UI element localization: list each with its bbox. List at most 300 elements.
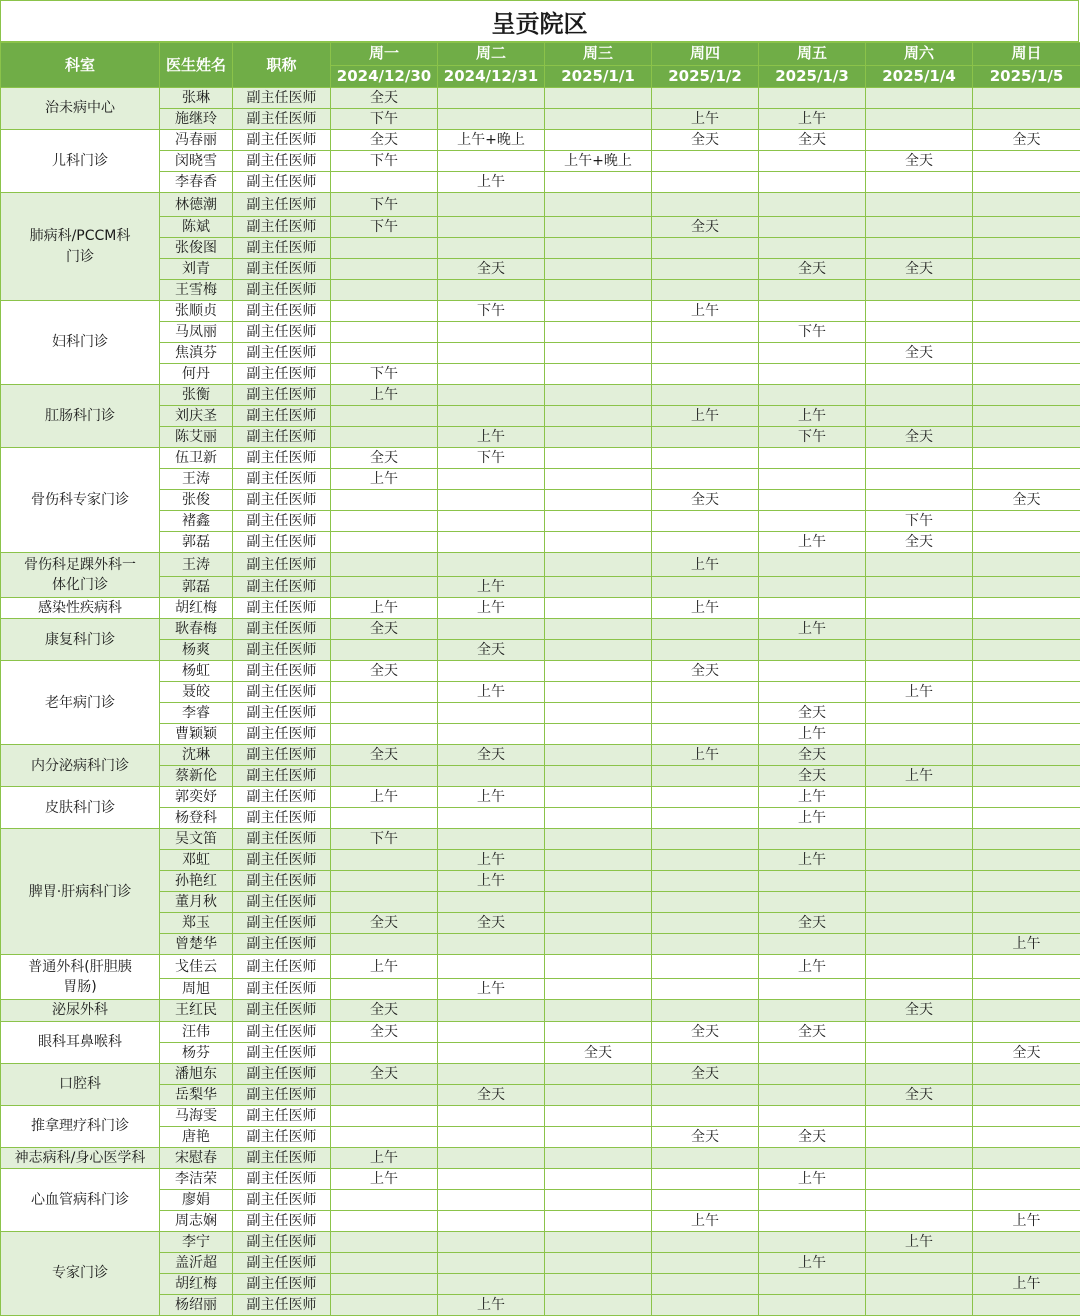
header-date: 2025/1/5 [973, 65, 1080, 88]
schedule-slot-cell: 上午 [438, 979, 545, 1000]
schedule-slot-cell [866, 193, 973, 217]
schedule-slot-cell [866, 301, 973, 322]
schedule-slot-cell: 上午 [973, 1273, 1080, 1294]
schedule-slot-cell: 全天 [331, 448, 438, 469]
doctor-rank-cell: 副主任医师 [233, 511, 331, 532]
schedule-slot-cell: 上午+晚上 [438, 130, 545, 151]
schedule-slot-cell: 上午 [331, 385, 438, 406]
schedule-slot-cell [438, 217, 545, 238]
schedule-slot-cell [438, 703, 545, 724]
table-row [1, 217, 1080, 238]
schedule-slot-cell [438, 322, 545, 343]
schedule-slot-cell [331, 1105, 438, 1126]
schedule-slot-cell [438, 1168, 545, 1189]
doctor-name-cell: 廖娟 [160, 1189, 233, 1210]
schedule-slot-cell [545, 1189, 652, 1210]
schedule-slot-cell: 全天 [759, 130, 866, 151]
schedule-slot-cell [545, 427, 652, 448]
schedule-slot-cell [759, 892, 866, 913]
schedule-slot-cell [438, 406, 545, 427]
schedule-slot-cell [973, 1168, 1080, 1189]
table-row [1, 469, 1080, 490]
doctor-name-cell: 杨登科 [160, 808, 233, 829]
table-row [1, 598, 1080, 619]
schedule-slot-cell [331, 1252, 438, 1273]
schedule-slot-cell [331, 511, 438, 532]
schedule-slot-cell [331, 850, 438, 871]
schedule-slot-cell [866, 913, 973, 934]
schedule-slot-cell: 上午 [438, 787, 545, 808]
department-cell: 儿科门诊 [1, 130, 160, 193]
department-cell: 泌尿外科 [1, 1000, 160, 1021]
schedule-slot-cell [866, 724, 973, 745]
schedule-slot-cell: 全天 [652, 130, 759, 151]
doctor-name-cell: 汪伟 [160, 1021, 233, 1042]
schedule-slot-cell [652, 427, 759, 448]
schedule-slot-cell [866, 703, 973, 724]
schedule-slot-cell: 全天 [331, 661, 438, 682]
schedule-slot-cell [866, 892, 973, 913]
schedule-slot-cell [652, 829, 759, 850]
schedule-slot-cell: 上午 [759, 406, 866, 427]
table-row [1, 1294, 1080, 1315]
schedule-slot-cell [545, 553, 652, 577]
department-cell: 骨伤科足踝外科一体化门诊 [1, 553, 160, 598]
schedule-slot-cell [652, 343, 759, 364]
doctor-name-cell: 王涛 [160, 469, 233, 490]
table-row [1, 88, 1080, 109]
table-row [1, 385, 1080, 406]
schedule-slot-cell: 上午 [331, 598, 438, 619]
doctor-rank-cell: 副主任医师 [233, 850, 331, 871]
schedule-slot-cell [866, 1063, 973, 1084]
department-cell: 口腔科 [1, 1063, 160, 1105]
doctor-rank-cell: 副主任医师 [233, 1063, 331, 1084]
schedule-slot-cell [973, 1231, 1080, 1252]
doctor-name-cell: 张顺贞 [160, 301, 233, 322]
table-row [1, 955, 1080, 979]
schedule-slot-cell [545, 238, 652, 259]
schedule-slot-cell [545, 343, 652, 364]
schedule-slot-cell [759, 1273, 866, 1294]
department-cell: 神志病科/身心医学科 [1, 1147, 160, 1168]
schedule-slot-cell [759, 1147, 866, 1168]
table-row [1, 511, 1080, 532]
department-cell: 肺病科/PCCM科门诊 [1, 193, 160, 301]
schedule-slot-cell [973, 109, 1080, 130]
schedule-slot-cell [973, 1189, 1080, 1210]
schedule-slot-cell [759, 217, 866, 238]
table-row [1, 259, 1080, 280]
schedule-slot-cell [973, 532, 1080, 553]
doctor-rank-cell: 副主任医师 [233, 490, 331, 511]
schedule-slot-cell [438, 1189, 545, 1210]
schedule-slot-cell [545, 934, 652, 955]
doctor-rank-cell: 副主任医师 [233, 469, 331, 490]
schedule-slot-cell [545, 661, 652, 682]
department-cell: 感染性疾病科 [1, 598, 160, 619]
doctor-name-cell: 沈琳 [160, 745, 233, 766]
doctor-rank-cell: 副主任医师 [233, 787, 331, 808]
schedule-slot-cell [652, 703, 759, 724]
schedule-slot-cell: 全天 [331, 745, 438, 766]
schedule-slot-cell: 全天 [973, 130, 1080, 151]
header-dept: 科室 [1, 43, 160, 88]
schedule-slot-cell [759, 598, 866, 619]
schedule-slot-cell: 上午 [759, 850, 866, 871]
schedule-slot-cell [545, 301, 652, 322]
schedule-slot-cell [866, 1252, 973, 1273]
schedule-slot-cell [438, 193, 545, 217]
doctor-name-cell: 褚鑫 [160, 511, 233, 532]
schedule-slot-cell [652, 682, 759, 703]
schedule-slot-cell [331, 1126, 438, 1147]
doctor-name-cell: 郭磊 [160, 577, 233, 598]
schedule-slot-cell [438, 343, 545, 364]
doctor-name-cell: 王雪梅 [160, 280, 233, 301]
schedule-slot-cell [438, 1000, 545, 1021]
schedule-slot-cell: 全天 [866, 427, 973, 448]
schedule-slot-cell [759, 1231, 866, 1252]
department-cell: 专家门诊 [1, 1231, 160, 1315]
doctor-name-cell: 宋慰春 [160, 1147, 233, 1168]
schedule-slot-cell [759, 1000, 866, 1021]
doctor-name-cell: 戈佳云 [160, 955, 233, 979]
schedule-slot-cell [866, 1126, 973, 1147]
doctor-name-cell: 岳梨华 [160, 1084, 233, 1105]
schedule-slot-cell [759, 829, 866, 850]
department-cell: 老年病门诊 [1, 661, 160, 745]
table-row [1, 490, 1080, 511]
schedule-slot-cell: 上午 [759, 109, 866, 130]
schedule-slot-cell [973, 151, 1080, 172]
schedule-slot-cell [973, 979, 1080, 1000]
schedule-slot-cell [652, 1252, 759, 1273]
doctor-name-cell: 杨爽 [160, 640, 233, 661]
schedule-slot-cell [331, 1210, 438, 1231]
doctor-name-cell: 唐艳 [160, 1126, 233, 1147]
schedule-slot-cell [759, 661, 866, 682]
schedule-slot-cell: 上午 [759, 724, 866, 745]
schedule-slot-cell [438, 724, 545, 745]
schedule-slot-cell: 全天 [759, 1021, 866, 1042]
doctor-rank-cell: 副主任医师 [233, 1084, 331, 1105]
table-row [1, 787, 1080, 808]
doctor-name-cell: 施继玲 [160, 109, 233, 130]
schedule-slot-cell: 全天 [652, 1126, 759, 1147]
schedule-slot-cell [545, 217, 652, 238]
doctor-name-cell: 何丹 [160, 364, 233, 385]
schedule-slot-cell [866, 640, 973, 661]
doctor-name-cell: 杨绍丽 [160, 1294, 233, 1315]
schedule-slot-cell: 全天 [438, 913, 545, 934]
schedule-slot-cell [438, 808, 545, 829]
schedule-slot-cell [973, 1105, 1080, 1126]
doctor-name-cell: 张俊图 [160, 238, 233, 259]
table-row [1, 1168, 1080, 1189]
schedule-slot-cell [331, 343, 438, 364]
schedule-slot-cell [973, 682, 1080, 703]
table-row [1, 130, 1080, 151]
doctor-name-cell: 潘旭东 [160, 1063, 233, 1084]
schedule-slot-cell: 上午 [438, 871, 545, 892]
schedule-slot-cell [759, 682, 866, 703]
schedule-slot-cell [545, 598, 652, 619]
schedule-slot-cell [866, 619, 973, 640]
table-row [1, 1252, 1080, 1273]
schedule-slot-cell: 全天 [973, 490, 1080, 511]
doctor-name-cell: 孙艳红 [160, 871, 233, 892]
schedule-slot-cell: 下午 [331, 193, 438, 217]
doctor-name-cell: 王红民 [160, 1000, 233, 1021]
schedule-slot-cell [652, 1294, 759, 1315]
schedule-slot-cell [652, 934, 759, 955]
schedule-slot-cell [973, 598, 1080, 619]
department-cell: 妇科门诊 [1, 301, 160, 385]
table-row [1, 406, 1080, 427]
schedule-slot-cell [973, 871, 1080, 892]
doctor-rank-cell: 副主任医师 [233, 130, 331, 151]
schedule-slot-cell: 上午 [759, 1168, 866, 1189]
header-date: 2024/12/30 [331, 65, 438, 88]
schedule-slot-cell [545, 259, 652, 280]
schedule-slot-cell: 全天 [331, 130, 438, 151]
header-date: 2025/1/2 [652, 65, 759, 88]
schedule-slot-cell [759, 151, 866, 172]
schedule-slot-cell [759, 469, 866, 490]
schedule-slot-cell [759, 172, 866, 193]
sheet-title: 呈贡院区 [0, 0, 1079, 42]
table-row [1, 724, 1080, 745]
schedule-slot-cell [652, 1084, 759, 1105]
schedule-slot-cell [545, 490, 652, 511]
schedule-slot-cell [973, 88, 1080, 109]
schedule-slot-cell [545, 808, 652, 829]
schedule-slot-cell [438, 955, 545, 979]
schedule-slot-cell [973, 1063, 1080, 1084]
schedule-slot-cell [545, 532, 652, 553]
schedule-slot-cell [759, 979, 866, 1000]
schedule-slot-cell [866, 577, 973, 598]
schedule-slot-cell [331, 766, 438, 787]
schedule-slot-cell [331, 1231, 438, 1252]
schedule-slot-cell [759, 577, 866, 598]
schedule-slot-cell: 下午 [331, 151, 438, 172]
schedule-slot-cell [866, 1021, 973, 1042]
schedule-slot-cell [545, 1147, 652, 1168]
schedule-slot-cell [652, 469, 759, 490]
schedule-slot-cell [866, 1105, 973, 1126]
schedule-slot-cell [759, 238, 866, 259]
department-cell: 心血管病科门诊 [1, 1168, 160, 1231]
schedule-slot-cell [866, 172, 973, 193]
schedule-slot-cell [652, 850, 759, 871]
doctor-rank-cell: 副主任医师 [233, 640, 331, 661]
schedule-slot-cell [973, 913, 1080, 934]
schedule-slot-cell [545, 703, 652, 724]
schedule-slot-cell [438, 151, 545, 172]
schedule-slot-cell: 下午 [759, 427, 866, 448]
schedule-slot-cell: 全天 [331, 913, 438, 934]
schedule-slot-cell [438, 892, 545, 913]
schedule-slot-cell [973, 193, 1080, 217]
schedule-slot-cell [331, 871, 438, 892]
doctor-rank-cell: 副主任医师 [233, 193, 331, 217]
schedule-slot-cell [973, 577, 1080, 598]
schedule-slot-cell [652, 913, 759, 934]
doctor-name-cell: 伍卫新 [160, 448, 233, 469]
doctor-rank-cell: 副主任医师 [233, 829, 331, 850]
schedule-slot-cell [545, 979, 652, 1000]
doctor-rank-cell: 副主任医师 [233, 1252, 331, 1273]
schedule-slot-cell [759, 88, 866, 109]
schedule-slot-cell [545, 109, 652, 130]
schedule-slot-cell [759, 553, 866, 577]
schedule-slot-cell [438, 1126, 545, 1147]
schedule-slot-cell [331, 1294, 438, 1315]
schedule-slot-cell [331, 1042, 438, 1063]
table-row [1, 1063, 1080, 1084]
schedule-slot-cell: 上午 [759, 808, 866, 829]
schedule-slot-cell [759, 1105, 866, 1126]
schedule-slot-cell [652, 1042, 759, 1063]
header-date: 2025/1/3 [759, 65, 866, 88]
schedule-slot-cell [866, 829, 973, 850]
table-row [1, 1084, 1080, 1105]
schedule-slot-cell: 全天 [438, 640, 545, 661]
schedule-slot-cell [545, 172, 652, 193]
schedule-slot-cell [545, 322, 652, 343]
doctor-name-cell: 闵晓雪 [160, 151, 233, 172]
schedule-slot-cell [331, 301, 438, 322]
schedule-slot-cell [973, 553, 1080, 577]
schedule-slot-cell: 上午 [331, 469, 438, 490]
schedule-slot-cell [331, 1189, 438, 1210]
schedule-slot-cell: 全天 [652, 1063, 759, 1084]
schedule-slot-cell [866, 934, 973, 955]
schedule-slot-cell: 上午 [759, 1252, 866, 1273]
schedule-slot-cell: 上午 [652, 1210, 759, 1231]
schedule-slot-cell [652, 766, 759, 787]
header-weekday: 周五 [759, 43, 866, 66]
table-row [1, 829, 1080, 850]
schedule-slot-cell [973, 385, 1080, 406]
schedule-slot-cell: 上午 [331, 787, 438, 808]
schedule-slot-cell: 上午 [438, 850, 545, 871]
schedule-slot-cell [652, 1105, 759, 1126]
doctor-rank-cell: 副主任医师 [233, 892, 331, 913]
schedule-slot-cell [652, 151, 759, 172]
table-row [1, 1147, 1080, 1168]
table-row [1, 745, 1080, 766]
schedule-slot-cell [866, 553, 973, 577]
table-row [1, 850, 1080, 871]
schedule-slot-cell [545, 280, 652, 301]
schedule-slot-cell [545, 406, 652, 427]
schedule-slot-cell [545, 469, 652, 490]
doctor-rank-cell: 副主任医师 [233, 172, 331, 193]
schedule-slot-cell [652, 1273, 759, 1294]
doctor-name-cell: 刘庆圣 [160, 406, 233, 427]
schedule-slot-cell [866, 1042, 973, 1063]
department-cell: 肛肠科门诊 [1, 385, 160, 448]
doctor-rank-cell: 副主任医师 [233, 577, 331, 598]
doctor-rank-cell: 副主任医师 [233, 913, 331, 934]
doctor-rank-cell: 副主任医师 [233, 871, 331, 892]
schedule-slot-cell [866, 1294, 973, 1315]
schedule-slot-cell [331, 703, 438, 724]
schedule-slot-cell [973, 1126, 1080, 1147]
doctor-name-cell: 聂皎 [160, 682, 233, 703]
doctor-name-cell: 胡红梅 [160, 1273, 233, 1294]
schedule-slot-cell [973, 1294, 1080, 1315]
schedule-slot-cell [973, 892, 1080, 913]
doctor-rank-cell: 副主任医师 [233, 1126, 331, 1147]
schedule-slot-cell: 全天 [331, 1063, 438, 1084]
schedule-slot-cell [973, 259, 1080, 280]
doctor-name-cell: 郭磊 [160, 532, 233, 553]
schedule-slot-cell [759, 934, 866, 955]
schedule-slot-cell: 全天 [759, 745, 866, 766]
schedule-slot-cell [973, 364, 1080, 385]
schedule-slot-cell [652, 619, 759, 640]
schedule-slot-cell [545, 1210, 652, 1231]
schedule-slot-cell: 全天 [866, 259, 973, 280]
table-row [1, 577, 1080, 598]
doctor-rank-cell: 副主任医师 [233, 1210, 331, 1231]
doctor-name-cell: 曾楚华 [160, 934, 233, 955]
schedule-slot-cell: 上午 [438, 427, 545, 448]
schedule-slot-cell [866, 406, 973, 427]
schedule-slot-cell [973, 280, 1080, 301]
table-row [1, 427, 1080, 448]
schedule-slot-cell [438, 829, 545, 850]
doctor-name-cell: 林德潮 [160, 193, 233, 217]
schedule-slot-cell [438, 1063, 545, 1084]
schedule-slot-cell [652, 871, 759, 892]
schedule-slot-cell [331, 406, 438, 427]
schedule-slot-cell [545, 682, 652, 703]
doctor-rank-cell: 副主任医师 [233, 553, 331, 577]
header-weekday: 周日 [973, 43, 1080, 66]
schedule-slot-cell [973, 1252, 1080, 1273]
schedule-slot-cell [973, 766, 1080, 787]
doctor-rank-cell: 副主任医师 [233, 979, 331, 1000]
doctor-rank-cell: 副主任医师 [233, 1273, 331, 1294]
schedule-slot-cell [438, 490, 545, 511]
schedule-slot-cell [866, 955, 973, 979]
schedule-slot-cell: 上午 [652, 109, 759, 130]
schedule-slot-cell [866, 322, 973, 343]
doctor-name-cell: 王涛 [160, 553, 233, 577]
schedule-slot-cell [438, 88, 545, 109]
schedule-slot-cell [652, 1189, 759, 1210]
table-row [1, 934, 1080, 955]
doctor-rank-cell: 副主任医师 [233, 808, 331, 829]
schedule-slot-cell [973, 808, 1080, 829]
schedule-slot-cell [438, 1273, 545, 1294]
schedule-slot-cell: 全天 [866, 532, 973, 553]
schedule-slot-cell [652, 1168, 759, 1189]
schedule-slot-cell [331, 1273, 438, 1294]
schedule-slot-cell [973, 745, 1080, 766]
doctor-rank-cell: 副主任医师 [233, 532, 331, 553]
schedule-slot-cell [866, 661, 973, 682]
schedule-slot-cell [331, 172, 438, 193]
schedule-slot-cell [438, 1042, 545, 1063]
doctor-rank-cell: 副主任医师 [233, 301, 331, 322]
schedule-slot-cell [973, 1084, 1080, 1105]
